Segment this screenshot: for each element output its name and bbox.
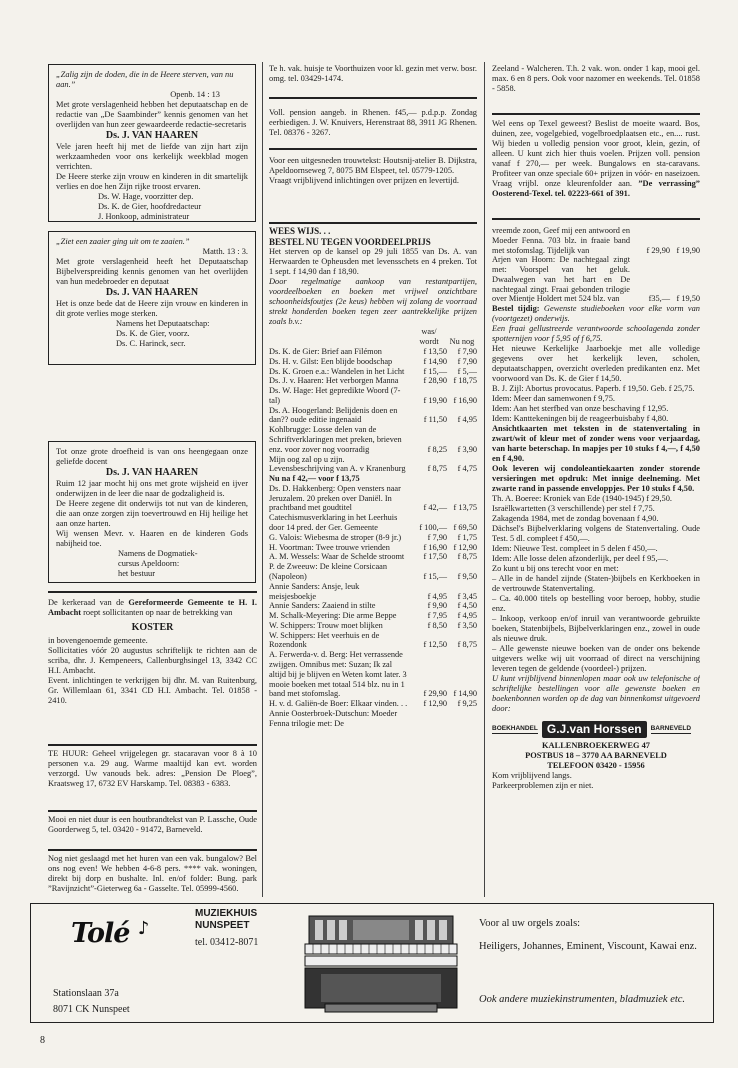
col-header-nu: Nu nog (449, 337, 475, 347)
verse-reference: Openb. 14 : 13 (170, 90, 220, 99)
ad-paragraph: De Heere zegene dit onderwijs tot nut van de kinderen, die aan onze zorgen zijn toevertrouwd en Hij heilige het aan onze harten. (56, 498, 248, 528)
divider (48, 810, 257, 812)
ad-paragraph: De Heere sterke zijn vrouw en kinderen in dit smartelijk verlies en doe hen Zijn rijke troost ervaren. (56, 171, 248, 191)
column-divider (262, 62, 263, 897)
book-line: Idem: Aan het sterfbed van onze beschaving f 12,95. (492, 404, 669, 414)
store-address: Stationslaan 37a (53, 988, 119, 999)
shop-logo (492, 721, 700, 737)
price-row (269, 386, 477, 406)
vacancy-where: in bovengenoemde gemeente. (48, 635, 148, 645)
price-was: f 100,— (419, 523, 447, 533)
price-row (269, 474, 477, 484)
school-agenda: Een fraai gellustreerde verantwoorde schoolagenda zonder spotternijen voor f 5,95 of f 6,75. (492, 324, 700, 344)
ad-text: Voll. pension aangeb. in Rhenen. f45,— p.d.p.p. Zondag eerbiedigen. J. W. Knuivers, Herenstraat 88, 3911 JG Rhenen. Tel. 08376 - 3267. (269, 108, 477, 137)
vacancy-title: KOSTER (131, 622, 174, 633)
book-title: Ds. K. Groen e.a.: Wandelen in het Licht (269, 366, 405, 376)
book-title: P. de Zweeuw: De kleine Corsicaan (Napoleon) (269, 562, 387, 581)
music-note-icon: ♪ (137, 918, 149, 939)
signature-line: cursus Apeldoorn: (118, 558, 180, 568)
price-now (447, 474, 477, 484)
title-line: NUNSPEET (195, 920, 250, 931)
other-instruments: Ook andere muziekinstrumenten, bladmuziek etc. (479, 994, 686, 1005)
shop-note: Kom vrijblijvend langs. (492, 770, 572, 780)
shop-name: G.J.van Horssen (542, 721, 647, 737)
service-bullet: – Ca. 40.000 titels op bestelling voor beroep, hobby, studie enz. (492, 594, 700, 614)
ad-body: Met grote verslagenheid heeft het Deputaatschap Bijbelverspreiding kennis genomen van het overlijden van hun medebroeder en deputaat (56, 257, 248, 286)
price-now (447, 709, 477, 729)
bible-verse: „Zalig zijn de doden, die in de Heere sterven, van nu aan.” (56, 70, 234, 89)
divider (48, 744, 257, 746)
muziekhuis-banner (30, 903, 714, 1023)
ad-intro: Tot onze grote droefheid is van ons heengegaan onze geliefde docent (56, 447, 248, 466)
bible-verse: „Ziet een zaaier ging uit om te zaaien.” (56, 237, 190, 246)
price-row (269, 425, 477, 454)
price-now: f 14,90 (453, 689, 477, 699)
price-row (269, 582, 477, 602)
memoriam-ad-saambinder (48, 64, 256, 222)
service-bullet: – Alle gewenste nieuwe boeken van de onder ons bekende uitgevers welke wij uit voorraad of direct na verschijning leveren tegen de geldende (voordeel-) prijzen. (492, 644, 700, 674)
price-row (269, 621, 477, 631)
jaarboekje: Het nieuwe Kerkelijke Jaarboekje met alle volledige gegevens over het kerkelijk leven, scholen, deputaatschappen, overzicht overleden predikanten enz. Met voorwoord van Ds. K. de Gier f 14,50. (492, 344, 700, 384)
table-row (492, 226, 700, 255)
store-title (195, 908, 257, 932)
offer-intro: Het sterven op de kansel op 29 juli 1855 van Ds. A. van Herwaarden te Opheusden met levensschets en 4 preken. Tot 1 sept. f 14,90 dan f 18,90. (269, 247, 477, 277)
zeeland-ad: Zeeland - Walcheren. T.h. 2 vak. won. onder 1 kap, mooi gel. max. 6 en 8 pers. Ook voor nazomer en weekends. Tel. 01858 - 5858. (492, 64, 700, 93)
price-row (269, 376, 477, 386)
offer-headline: BESTEL NU TEGEN VOORDEELPRIJS (269, 236, 431, 247)
deceased-name: Ds. J. VAN HAAREN (105, 467, 199, 478)
price-row (269, 631, 477, 651)
shop-label-left: BOEKHANDEL (492, 725, 538, 733)
price-row (269, 484, 477, 513)
book-title: Catechismusverklaring in het Leerhuis door 14 pred. der Ger. Gemeente (269, 513, 398, 533)
divider (492, 113, 700, 115)
price-row (269, 347, 477, 357)
col-header-was: was/ wordt (419, 327, 439, 347)
price-now: f 1,75 (457, 532, 477, 542)
book-line: Dächsel's Bijbelverklaring volgens de Statenvertaling. Oude Test. 5 dl. compleet f 450,—. (492, 524, 700, 544)
shop-note: Parkeerproblemen zijn er niet. (492, 780, 594, 790)
price-was: f 9,90 (427, 601, 447, 611)
price-was: f 8,50 (427, 620, 447, 630)
divider (269, 148, 477, 150)
book-line: Israëlkwartetten (3 verschillende) per stel f 7,75. (492, 504, 655, 514)
verse-reference: Matth. 13 : 3. (202, 247, 248, 256)
price-was: f 7,90 (427, 532, 447, 542)
book-line: Idem: Alle losse delen afzonderlijk, per deel f 95,—. (492, 554, 669, 564)
memoriam-ad-bijbelverspreiding (48, 231, 256, 365)
signature-line: Namens de Dogmatiek- (118, 548, 198, 558)
price-row (269, 601, 477, 611)
price-row (269, 513, 477, 533)
book-title: H. Voortman: Twee trouwe vrienden (269, 542, 390, 552)
book-title: Ds. K. de Gier: Brief aan Filémon (269, 346, 382, 356)
price-row (269, 650, 477, 699)
signature-line: J. Honkoop, administrateur (98, 211, 190, 221)
vacancy-intro: De kerkeraad van de Gereformeerde Gemeente te H. I. Ambacht roept sollicitanten op naar de betrekking van (48, 598, 257, 617)
signature-line: Ds. C. Harinck, secr. (116, 338, 186, 348)
store-address: 8071 CK Nunspeet (53, 1004, 130, 1015)
book-title: Annie Oosterbroek-Dutschun: Moeder Fenna trilogie met: De (269, 708, 398, 728)
divider (269, 222, 477, 224)
book-title: Nu na f 42,— voor f 13,75 (269, 474, 360, 484)
price-now: f 19,50 (676, 294, 700, 304)
price-was: f 12,50 (423, 640, 447, 650)
price-now: f 4,50 (457, 601, 477, 611)
organ-illustration (301, 908, 461, 1018)
price-was: f 29,90 (646, 245, 670, 255)
service-bullet: – Alle in de handel zijnde (Staten-)bijbels en Kerkboeken in de vertrouwde Statenvertaling. (492, 574, 700, 594)
price-row (269, 709, 477, 729)
book-title: Ds. A. Hoogerland: Belijdenis doen en dan?? oude editie ingenaaid (269, 405, 398, 425)
logo-text: Tolé (71, 918, 130, 949)
price-was: f 11,50 (423, 415, 447, 425)
voorthuizen-ad: Te h. vak. huisje te Voorthuizen voor kl. gezin met verw. bosr. omg. tel. 03429-1474. (269, 64, 477, 83)
condoleantiekaarten: Ook leveren wij condoleantiekaarten zonder storende versieringen met opdruk: Met innige deelneming. Met zwarte rand in passende enveloppjes. Per 10 stuks f 4,50. (492, 464, 700, 494)
price-now: f 8,75 (457, 552, 477, 562)
price-row (269, 611, 477, 621)
price-row (269, 455, 477, 475)
price-was (411, 474, 447, 484)
book-title: Mijn oog zal op u zijn. Levensbeschrijving van A. v Kranenburg (269, 454, 406, 474)
book-title: Ds. J. v. Haaren: Het verborgen Manna (269, 376, 399, 386)
table-row (492, 255, 700, 304)
ad-text: Vraagt vrijblijvend inlichtingen over prijzen en levertijd. (269, 176, 459, 185)
title-line: MUZIEKHUIS (195, 908, 258, 919)
ad-paragraph: Vele jaren heeft hij met de liefde van zijn hart zijn werkzaamheden voor ons kerkelijk weekblad mogen verrichten. (56, 141, 248, 171)
book-title: A. Ferwerda-v. d. Berg: Het verrassende zwijgen. Omnibus met: Suzan; Ik zal altijd bij je blijven en Weten komt later. 3 mooie boeken met totaal 514 blz. nu in 1 band met stofomslag. (269, 650, 407, 699)
pension-rhenen-ad (269, 108, 477, 138)
divider (48, 591, 257, 593)
book-title: Kohlbrugge: Losse delen van de Schriftverklaringen met preken, brieven enz. voor zover nog voorradig (269, 425, 402, 454)
price-was (411, 709, 447, 729)
book-title: G. Valois: Wiebesma de stroper (8-9 jr.) (269, 532, 402, 542)
book-title: Ds. D. Hakkenberg: Open vensters naar Jeruzalem. 20 preken over Daniël. In prachtband met goudtitel (269, 483, 401, 513)
deceased-name: Ds. J. VAN HAAREN (105, 130, 199, 141)
order-note: U kunt vrijblijvend binnenlopen maar ook uw telefonische of schriftelijke bestellingen voor alle gewenste boeken en boekenbonnen worden op de dag van binnenkomst uitgevoerd door: (492, 674, 700, 714)
book-title: H. v. d. Galiën-de Boer: Elkaar vinden. . . (269, 699, 408, 709)
price-was: f 29,90 (423, 689, 447, 699)
book-line: Th. A. Boeree: Kroniek van Ede (1940-1945) f 29,50. (492, 494, 673, 504)
houtbrand-ad: Mooi en niet duur is een houtbrandtekst van P. Lassche, Oude Goorderweg 5, tel. 03420 - 91472, Barneveld. (48, 815, 257, 834)
book-line: Idem: Nieuwe Test. compleet in 5 delen f 450,—. (492, 544, 658, 554)
vacancy-body: Sollicitaties vóór 20 augustus schriftelijk te richten aan de scriba, dhr. J. Kempeneers, Callenburghsingel 13, 3342 CC H.I. Ambacht. (48, 645, 257, 675)
deceased-name: Ds. J. VAN HAAREN (105, 287, 199, 298)
price-now: f 9,25 (457, 699, 477, 709)
price-now: f 8,75 (457, 640, 477, 650)
price-was: f 12,90 (423, 699, 447, 709)
offer-promo: Door regelmatige aankoop van restantpartijen, voordeelboeken en boeken met vrijwel onzichtbare schoonheidsfoutjes (2e keus) hebben wij zolang de voorraad strekt honderden boeken tegen zeer aantrekkelijke prijzen zoals b.v.: (269, 277, 477, 327)
koster-vacancy-ad (48, 598, 257, 748)
divider (492, 218, 700, 220)
price-was: f 13,50 (423, 346, 447, 356)
price-was: f35,— (648, 294, 670, 304)
signature-line: Ds. K. de Gier, hoofdredacteur (98, 201, 202, 211)
price-now: f 5,— (457, 366, 477, 376)
price-row (269, 357, 477, 367)
price-was: f 15,— (423, 571, 447, 581)
ad-paragraph: Wij wensen Mevr. v. Haaren en de kinderen Gods nabijheid toe. (56, 528, 248, 548)
shop-postbus: POSTBUS 18 – 3770 AA BARNEVELD (525, 750, 667, 760)
organ-intro: Voor al uw orgels zoals: (479, 918, 581, 929)
shop-phone: TELEFOON 03420 - 15956 (547, 760, 645, 770)
price-table (269, 327, 477, 728)
signature-line: Namens het Deputaatschap: (116, 318, 210, 328)
book-title: W. Schippers: Trouw moet blijken (269, 620, 383, 630)
shop-address: KALLENBROEKERWEG 47 (542, 740, 650, 750)
price-was: f 17,50 (423, 552, 447, 562)
book-title: vreemde zoon, Geef mij een antwoord en Moeder Fenna. 703 blz. in fraaie band met stofomslag. Tijdelijk van (492, 226, 630, 255)
ad-paragraph: Het is onze bede dat de Heere zijn vrouw en kinderen in dit grote verlies moge sterken. (56, 298, 248, 318)
price-was: f 16,90 (423, 542, 447, 552)
price-now: f 18,75 (453, 376, 477, 386)
book-offer-section (269, 226, 477, 896)
trilogy-table (492, 226, 700, 304)
ad-text: Voor een uitgesneden trouwtekst: Houtsnij-atelier B. Dijkstra, Apeldoornseweg 7, 8075 BM Elspeet, tel. 05779-1205. (269, 156, 477, 175)
ansichtkaarten: Ansichtkaarten met teksten in de statenvertaling in zwart/wit of kleur met of zonder wens voor verjaardag, van harte beterschap. In mapjes per 10 stuks f 4,—, f 4,50 en f 4,90. (492, 424, 700, 464)
price-now: f 19,90 (676, 245, 700, 255)
signature-line: het bestuur (118, 568, 155, 578)
bookstore-ad (492, 226, 700, 896)
tole-logo (71, 918, 148, 950)
shop-label-right: BARNEVELD (650, 725, 692, 733)
service-bullet: – Inkoop, verkoop en/of inruil van verantwoorde gebruikte boeken, Statenbijbels, Bijbelverklaringen enz., zowel in oude als nieuwe druk. (492, 614, 700, 644)
book-line: Idem: Kanttekeningen bij de reageerbuisbaby f 4,80. (492, 414, 669, 424)
price-now: f 69,50 (453, 523, 477, 533)
book-title: Arjen van Hoorn: De nachtegaal zingt met: Voorspel van het geluk. Dwaalwegen van het hart en De nachtegaal zingt. Fraai gebonden trilogie over Mientje Holdert met 524 blz. van (492, 255, 630, 304)
book-title: M. Schalk-Meyering: Die arme Beppe (269, 611, 397, 621)
store-phone: tel. 03412-8071 (195, 937, 259, 948)
ad-paragraph: Ruim 12 jaar mocht hij ons met grote wijsheid en ijver onderwijzen in de leer die naar de godzaligheid is. (56, 478, 248, 498)
price-now: f 4,75 (457, 464, 477, 474)
price-now: f 3,50 (457, 620, 477, 630)
price-was: f 4,95 (427, 591, 447, 601)
divider (269, 97, 477, 99)
price-row (269, 552, 477, 562)
price-now: f 7,90 (457, 356, 477, 366)
bungalow-ad: Nog niet geslaagd met het huren van een vak. bungalow? Bel ons nog even! We hebben 4-6-8 pers. **** vak. woningen, direkt bij dorp en bushalte. Inl. en/of folder: Bung. park ”Ravijnzicht”-Gieterweg 6a - Gasselte. Tel. 05999-4560. (48, 854, 257, 893)
book-title: Annie Sanders: Zaaiend in stilte (269, 601, 376, 611)
price-was: f 14,90 (423, 356, 447, 366)
price-row (269, 543, 477, 553)
divider (48, 849, 257, 851)
te-huur-ad: TE HUUR: Geheel vrijgelegen gr. stacaravan voor 8 à 10 personen v.a. 29 aug. Warme maaltijd kan evt. worden verzorgd. Uw vanouds bek. adres: „Pension De Ploeg”, Kraatsweg 17, 6732 EV Harskamp. Tel. 08383 - 6383. (48, 749, 257, 788)
column-divider (484, 62, 485, 897)
price-now: f 4,95 (457, 611, 477, 621)
price-row (269, 533, 477, 543)
price-row (269, 367, 477, 377)
price-now: f 7,90 (457, 346, 477, 356)
book-title: Annie Sanders: Ansje, leuk meisjesboekje (269, 581, 360, 601)
houtsnij-atelier-ad (269, 156, 477, 216)
price-now: f 3,45 (457, 591, 477, 601)
price-was: f 8,75 (427, 464, 447, 474)
texel-ad: Wel eens op Texel geweest? Beslist de moeite waard. Bos, duinen, zee, vogelgebied, vogelbroedplaatsen etc., en.... rust. Wij bieden u volledig pension voor groot, klein, gezin, of alleen. U kunt zich hier thuis voelen. Prijzen voll. pension vanaf f 270,— per week. Bungalows en sta-caravans. Profiteer van onze speciale 60+ prijzen in vóór- en naseizoen. Vraag vrijbl. onze kleurenfolder aan. ”De verrassing” Oosterend-Texel. tel. 02223-661 of 391. (492, 119, 700, 198)
price-now: f 3,90 (457, 444, 477, 454)
price-header-row (269, 327, 477, 347)
book-title: Ds. W. Hage: Het gepredikte Woord (7-tal) (269, 386, 401, 405)
study-books: Bestel tijdig: Gewenste studieboeken voor elke vorm van (voortgezet) onderwijs. (492, 304, 700, 324)
price-was: f 28,90 (423, 376, 447, 386)
book-line: Idem: Meer dan samenwonen f 9,75. (492, 394, 616, 404)
price-now: f 9,50 (457, 571, 477, 581)
page-number: 8 (40, 1035, 45, 1046)
price-was: f 19,90 (423, 395, 447, 405)
book-title: A. M. Wessels: Waar de Schelde stroomt (269, 552, 405, 562)
book-title: Ds. H. v. Gilst: Een blijde boodschap (269, 356, 393, 366)
price-was: f 42,— (423, 503, 447, 513)
price-row (269, 562, 477, 582)
vacancy-body: Event. inlichtingen te verkrijgen bij dhr. M. van Ruitenburg, Gr. Willemlaan 61, 3341 CD H.I. Ambacht. Tel. 01858 - 2410. (48, 675, 257, 705)
book-line: Zakagenda 1984, met de zondag bovenaan f 4,90. (492, 514, 659, 524)
services-intro: Zo kunt u bij ons terecht voor en met: (492, 564, 619, 574)
price-row (269, 406, 477, 426)
offer-headline: WEES WIJS. . . (269, 226, 331, 236)
book-title: W. Schippers: Het veerhuis en de Rozendonk (269, 630, 380, 650)
book-line: B. J. Zijl: Abortus provocatus. Paperb. f 19,50. Geb. f 25,75. (492, 384, 695, 394)
price-was: f 15,— (423, 366, 447, 376)
signature-line: Ds. K. de Gier, voorz. (116, 328, 190, 338)
price-row (269, 699, 477, 709)
price-was: f 7,95 (427, 611, 447, 621)
price-now: f 16,90 (453, 395, 477, 405)
ad-body: Met grote verslagenheid hebben het deputaatschap en de redactie van „De Saambinder” kennis genomen van het overlijden van hun zeer gewaardeerde redactie-secretaris (56, 100, 248, 129)
memoriam-ad-dogmatiek (48, 441, 256, 583)
signature-line: Ds. W. Hage, voorzitter dep. (98, 191, 194, 201)
price-now: f 4,95 (457, 415, 477, 425)
organ-brands: Heiligers, Johannes, Eminent, Viscount, Kawai enz. (479, 941, 697, 952)
price-now: f 13,75 (453, 503, 477, 513)
price-now: f 12,90 (453, 542, 477, 552)
price-was: f 8,25 (427, 444, 447, 454)
